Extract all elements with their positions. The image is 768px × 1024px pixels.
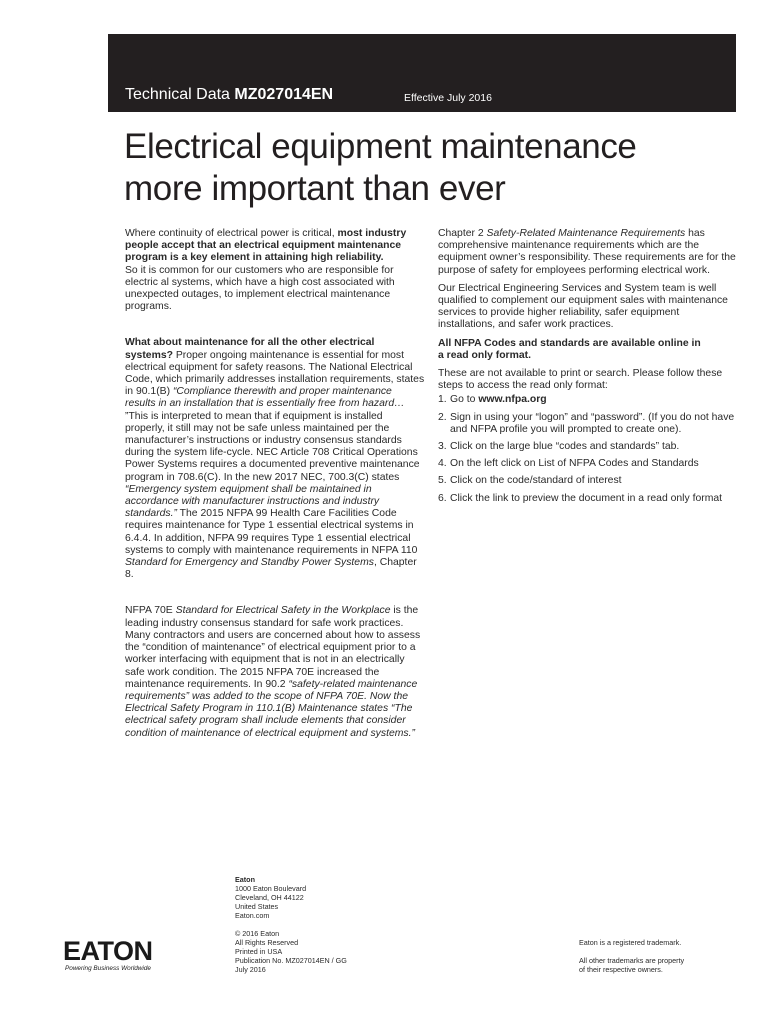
steps-intro: These are not available to print or search. Please follow these steps to access the read only format: bbox=[438, 368, 723, 392]
list-item: 6. Click the link to preview the document in a read only format bbox=[438, 492, 723, 504]
eaton-logo bbox=[63, 937, 153, 977]
doc-prefix: Technical Data bbox=[125, 86, 235, 103]
list-item: 4. On the left click on List of NFPA Codes and Standards bbox=[438, 458, 699, 470]
title-line-1: Electrical equipment maintenance bbox=[124, 127, 637, 166]
online-notice: All NFPA Codes and standards are available online in a read only format. bbox=[438, 337, 701, 361]
access-steps-list bbox=[438, 394, 738, 504]
list-item: 3. Click on the large blue “codes and standards” tab. bbox=[438, 441, 680, 453]
company-name: Eaton bbox=[235, 875, 255, 884]
doc-number: MZ027014EN bbox=[234, 86, 334, 103]
list-item: 2. Sign in using your “logon” and “password”. (If you do not have and NFPA profile you will prompted to create one). bbox=[438, 411, 735, 435]
publication-number: Publication No. MZ027014EN / GG bbox=[235, 956, 347, 965]
maintenance-paragraph: What about maintenance for all the other electrical systems? Proper ongoing maintenance is essential for most electrical equipment for safety reasons. The National Electrical Code, which primarily addresses installation requirements, states in 90.1(B) “Compliance therewith and proper maintenance results in an installation that is essentially free from hazard… ”This is interpreted to mean that if equipment is installed properly, it still may not be safe unless maintained per the manufacturer’s instructions or industry consensus standards during the system life-cycle. NEC Article 708 Critical Operations Power Systems requires a documented preventive maintenance program in 708.6(C). In the new 2017 NEC, 700.3(C) states “Emergency system equipment shall be maintained in accordance with manufacturer instructions and industry standards.” The 2015 NFPA 99 Health Care Facilities Code requires maintenance for Type 1 essential electrical systems in 6.4.4. In addition, NFPA 99 requires Type 1 essential electrical systems to comply with maintenance requirements in NFPA 110 Standard for Emergency and Standby Power Systems, Chapter 8. bbox=[125, 337, 425, 581]
effective-date: Effective July 2016 bbox=[404, 92, 492, 104]
intro-paragraph: Where continuity of electrical power is critical, most industry people accept that an electrical equipment maintenance program is a key element in attaining high reliability. So it is common for our customers who are responsible for electric al systems, which have a high cost associated with unexpected outages, to implement electrical maintenance programs. bbox=[125, 228, 407, 313]
left-column bbox=[125, 228, 425, 740]
document-id bbox=[125, 86, 333, 104]
title-line-2: more important than ever bbox=[124, 169, 506, 208]
nfpa-link[interactable]: www.nfpa.org bbox=[478, 394, 547, 406]
logo-wordmark: EATON bbox=[63, 936, 153, 966]
header-bar bbox=[108, 34, 736, 112]
footer-address: Eaton 1000 Eaton Boulevard Cleveland, OH 44122 United States Eaton.com © 2016 Eaton All Rights Reserved Printed in USA Publication No. MZ027014EN / GG July 2016 bbox=[235, 875, 347, 974]
list-item: 1. Go to www.nfpa.org bbox=[438, 394, 547, 406]
nfpa-70e-paragraph: NFPA 70E Standard for Electrical Safety in the Workplace is the leading industry consensus standard for safe work practices. Many contractors and users are concerned about how to assess the “condition of maintenance” of electrical equipment prior to a worker interfacing with equipment that is not in an electrically safe work condition. The 2015 NFPA 70E increased the maintenance requirements. In 90.2 “safety-related maintenance requirements” was added to the scope of NFPA 70E. Now the Electrical Safety Program in 110.1(B) Maintenance states “The electrical safety program shall include elements that consider condition of maintenance of electrical equipment and systems.” bbox=[125, 605, 421, 739]
page-title bbox=[124, 126, 734, 210]
logo-tagline: Powering Business Worldwide bbox=[65, 965, 151, 972]
services-paragraph: Our Electrical Engineering Services and System team is well qualified to complement our equipment sales with maintenance services to provide higher reliability, safer equipment installations, and safer work practices. bbox=[438, 282, 728, 331]
list-item: 5. Click on the code/standard of interest bbox=[438, 475, 622, 487]
company-website[interactable]: Eaton.com bbox=[235, 911, 270, 920]
trademark-note: Eaton is a registered trademark. All other trademarks are property of their respective owners. bbox=[579, 938, 685, 974]
chapter-2-paragraph: Chapter 2 Safety-Related Maintenance Requirements has comprehensive maintenance requirements which are the equipment owner’s responsibility. These requirements are for the purpose of safety for employees performing electrical work. bbox=[438, 228, 736, 276]
right-column bbox=[438, 228, 738, 510]
